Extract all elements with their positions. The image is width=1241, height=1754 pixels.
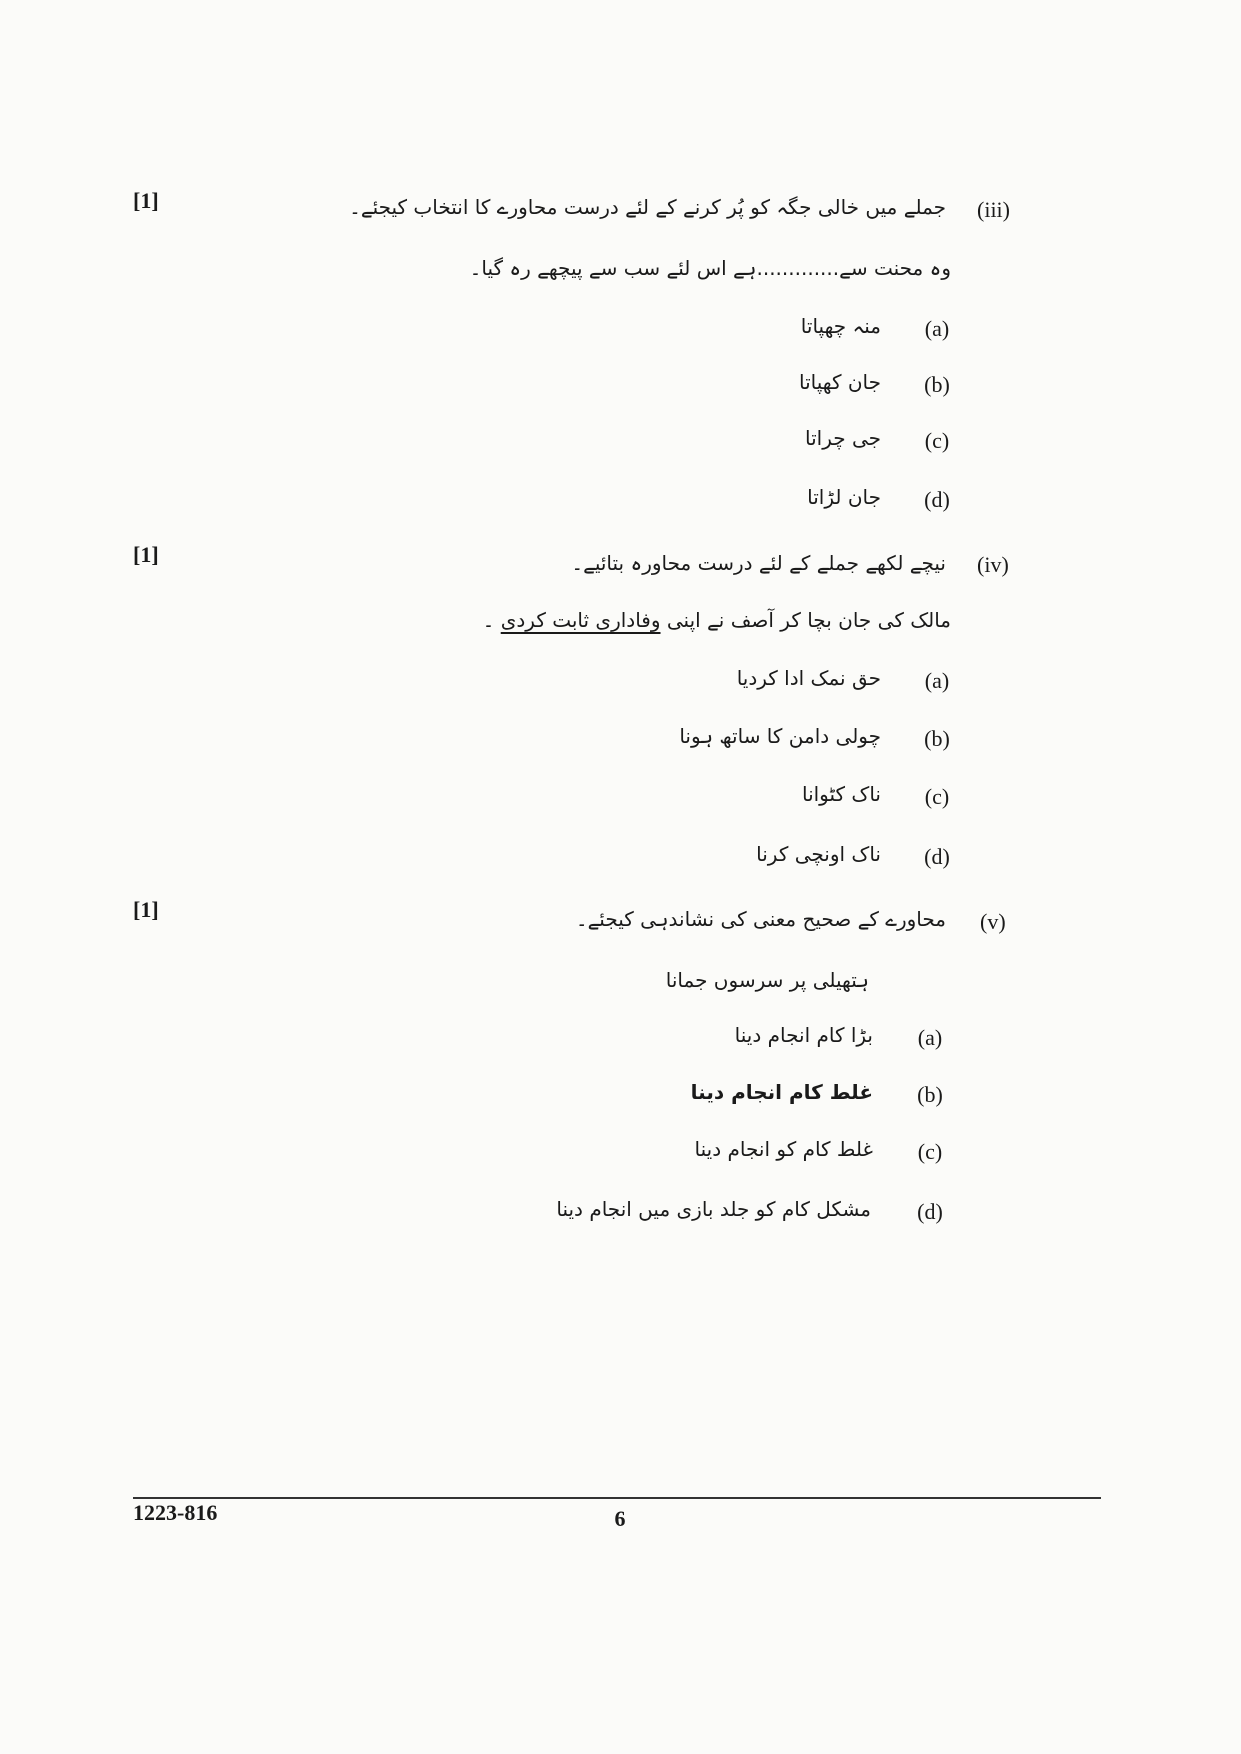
option-letter-q4-d: (d) — [924, 844, 950, 869]
option-letter-q3-b: (b) — [924, 372, 950, 397]
paper-code: 1223-816 — [133, 1500, 218, 1525]
option-text-q4-d: ناک اونچی کرنا — [756, 842, 881, 866]
option-letter-q4-c: (c) — [924, 784, 950, 809]
option-letter-q4-b: (b) — [924, 726, 950, 751]
option-letter-q5-d: (d) — [917, 1199, 943, 1224]
stem-suffix-q4: ۔ — [482, 608, 501, 632]
option-letter-q5-b: (b) — [917, 1082, 943, 1107]
footer-rule — [133, 1497, 1101, 1499]
question-number-q3: (iii) — [977, 197, 1010, 222]
page-number: 6 — [614, 1506, 626, 1531]
option-text-q5-a: بڑا کام انجام دینا — [734, 1023, 873, 1047]
option-letter-q5-a: (a) — [917, 1025, 943, 1050]
question-prompt-q3: جملے میں خالی جگہ کو پُر کرنے کے لئے درست محاورے کا انتخاب کیجئے۔ — [349, 195, 946, 219]
stem-underlined-phrase-q4: وفاداری ثابت کردی — [500, 608, 661, 632]
option-text-q3-c: جی چراتا — [804, 426, 881, 450]
option-letter-q5-c: (c) — [917, 1139, 943, 1164]
question-stem-q5: ہتھیلی پر سرسوں جمانا — [665, 968, 869, 992]
stem-prefix-q4: مالک کی جان بچا کر آصف نے اپنی — [660, 608, 951, 632]
option-text-q5-d: مشکل کام کو جلد بازی میں انجام دینا — [556, 1197, 871, 1221]
marks-q3: [1] — [133, 188, 159, 213]
option-text-q3-a: منہ چھپاتا — [800, 314, 881, 338]
question-stem-q4 — [483, 608, 951, 632]
option-text-q4-a: حق نمک ادا کردیا — [736, 666, 881, 690]
option-text-q3-b: جان کھپاتا — [798, 370, 881, 394]
option-letter-q4-a: (a) — [924, 668, 950, 693]
question-stem-q3: وہ محنت سے.............ہے اس لئے سب سے پیچھے رہ گیا۔ — [469, 256, 951, 280]
option-text-q3-d: جان لڑاتا — [807, 485, 881, 509]
marks-q4: [1] — [133, 542, 159, 567]
question-number-q4: (iv) — [977, 552, 1009, 577]
option-letter-q3-c: (c) — [924, 428, 950, 453]
question-number-q5: (v) — [980, 909, 1006, 934]
option-text-q4-b: چولی دامن کا ساتھ ہونا — [679, 724, 881, 748]
option-letter-q3-d: (d) — [924, 487, 950, 512]
question-prompt-q4: نیچے لکھے جملے کے لئے درست محاورہ بتائیے۔ — [571, 551, 946, 575]
option-text-q5-b: غلط کام انجام دینا — [690, 1080, 873, 1104]
option-text-q5-c: غلط کام کو انجام دینا — [694, 1137, 873, 1161]
question-prompt-q5: محاورے کے صحیح معنی کی نشاندہی کیجئے۔ — [575, 907, 946, 931]
marks-q5: [1] — [133, 897, 159, 922]
option-text-q4-c: ناک کٹوانا — [801, 782, 881, 806]
option-letter-q3-a: (a) — [924, 316, 950, 341]
